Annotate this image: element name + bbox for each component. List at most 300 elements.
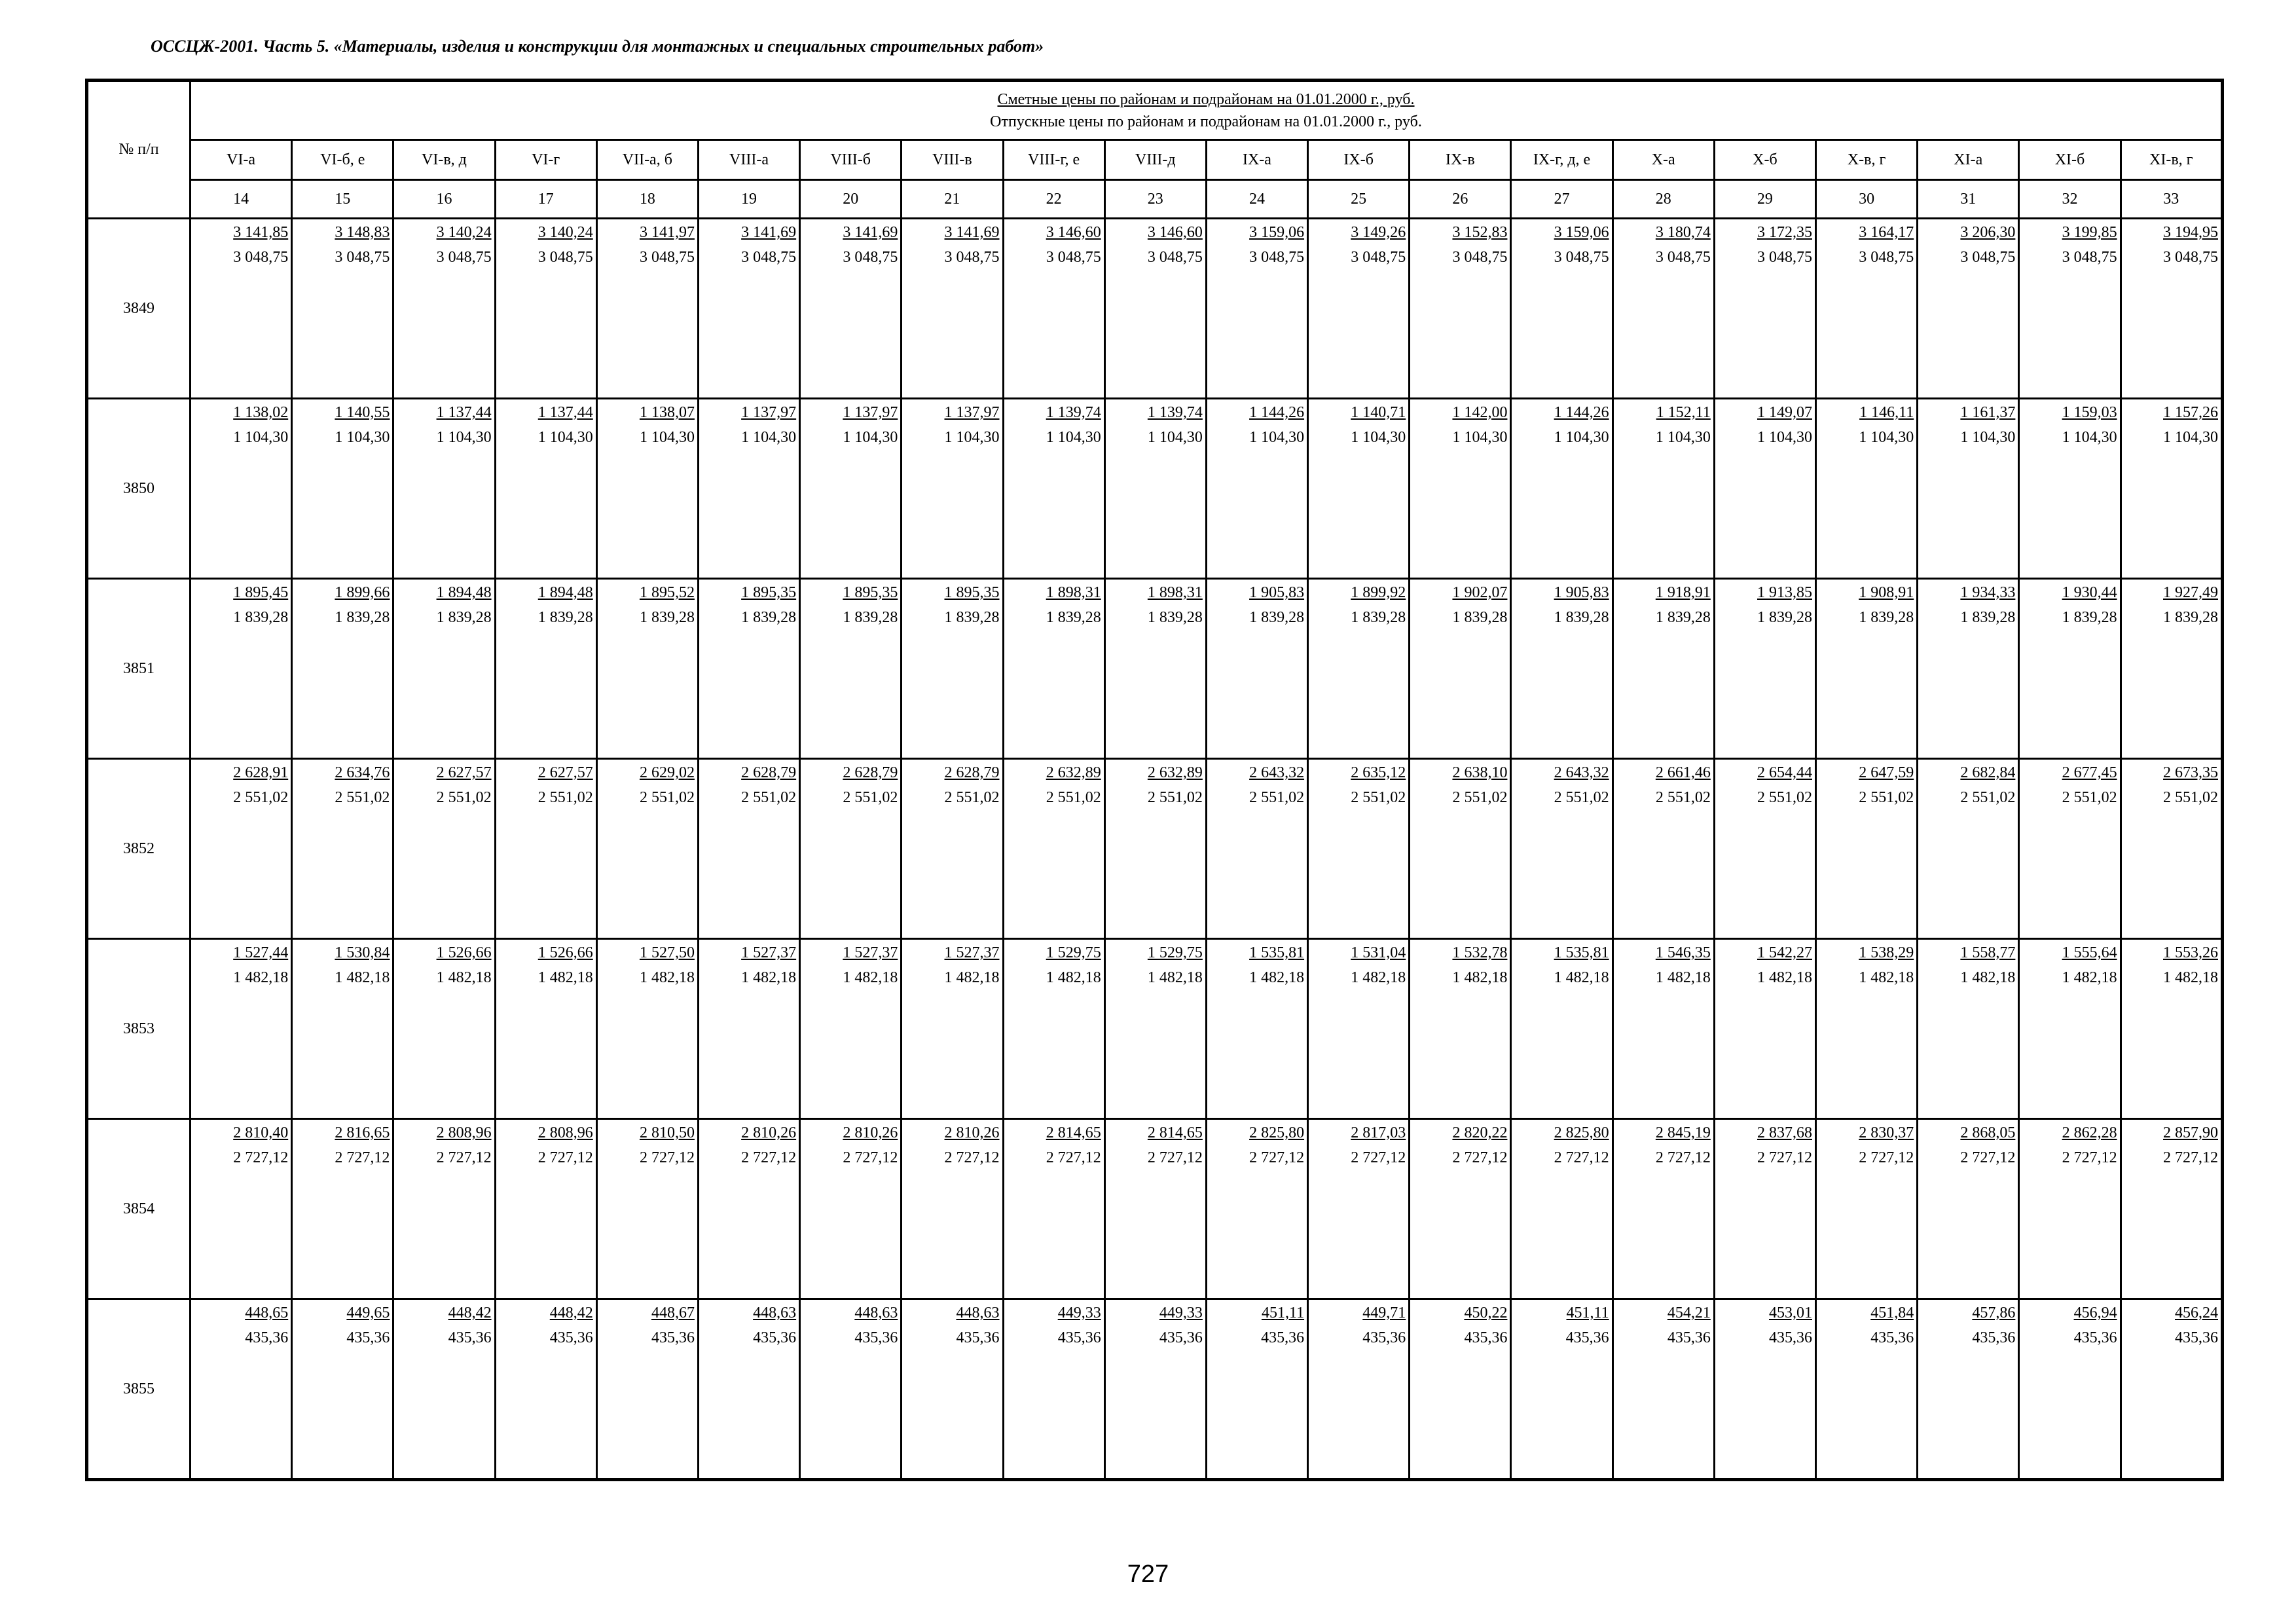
- price-cell: [596, 399, 698, 579]
- estimate-price: 1 159,03: [2062, 404, 2117, 421]
- release-price: 1 104,30: [335, 429, 390, 446]
- column-number: 22: [1003, 180, 1104, 219]
- estimate-price: 451,11: [1261, 1304, 1305, 1321]
- release-price: 1 482,18: [1046, 969, 1101, 986]
- price-cell: [1104, 1119, 1206, 1299]
- column-number: 33: [2121, 180, 2222, 219]
- release-price: 1 482,18: [1655, 969, 1711, 986]
- release-price: 435,36: [1057, 1329, 1101, 1346]
- release-price: 435,36: [245, 1329, 289, 1346]
- estimate-price: 3 141,97: [639, 224, 695, 241]
- price-cell: [596, 579, 698, 759]
- price-cell: [1918, 1119, 2019, 1299]
- price-cell: [1308, 1299, 1410, 1480]
- estimate-price: 457,86: [1972, 1304, 2016, 1321]
- estimate-price: 3 180,74: [1655, 224, 1711, 241]
- price-cell: [1918, 759, 2019, 939]
- price-cell: [2019, 1299, 2121, 1480]
- price-cell: [1410, 1299, 1511, 1480]
- release-price: 1 839,28: [1046, 609, 1101, 626]
- release-price: 435,36: [1667, 1329, 1711, 1346]
- table-row: [87, 939, 2223, 1119]
- row-number: 3853: [87, 939, 191, 1119]
- price-cell: [902, 759, 1003, 939]
- price-cell: [393, 759, 495, 939]
- table-row: [87, 1299, 2223, 1480]
- release-price: 435,36: [1159, 1329, 1203, 1346]
- price-cell: [1308, 1119, 1410, 1299]
- region-header: VIII-д: [1104, 140, 1206, 180]
- release-price: 1 104,30: [944, 429, 1000, 446]
- release-price: 3 048,75: [639, 249, 695, 266]
- table-row: [87, 579, 2223, 759]
- estimate-price: 2 810,26: [944, 1124, 1000, 1141]
- release-price: 2 727,12: [2163, 1149, 2218, 1166]
- estimate-price: 1 546,35: [1655, 944, 1711, 961]
- estimate-price: 2 634,76: [335, 764, 390, 781]
- estimate-price: 2 647,59: [1859, 764, 1914, 781]
- release-price: 3 048,75: [436, 249, 492, 266]
- price-cell: [800, 1299, 902, 1480]
- release-price: 1 839,28: [233, 609, 289, 626]
- estimate-price: 2 810,40: [233, 1124, 289, 1141]
- release-price: 1 104,30: [1960, 429, 2016, 446]
- estimate-price: 1 531,04: [1351, 944, 1406, 961]
- release-price: 3 048,75: [1554, 249, 1609, 266]
- estimate-price: 2 638,10: [1452, 764, 1508, 781]
- column-number: 32: [2019, 180, 2121, 219]
- estimate-price: 1 532,78: [1452, 944, 1508, 961]
- price-cell: [191, 1299, 292, 1480]
- estimate-price: 3 152,83: [1452, 224, 1508, 241]
- price-cell: [1410, 219, 1511, 399]
- price-cell: [2121, 579, 2222, 759]
- release-price: 1 104,30: [741, 429, 797, 446]
- region-header: VII-а, б: [596, 140, 698, 180]
- price-cell: [1511, 1299, 1613, 1480]
- price-cell: [292, 579, 393, 759]
- price-cell: [2019, 219, 2121, 399]
- estimate-price: 1 527,37: [741, 944, 797, 961]
- price-cell: [902, 579, 1003, 759]
- estimate-price: 3 164,17: [1859, 224, 1914, 241]
- release-price: 435,36: [1769, 1329, 1812, 1346]
- release-price: 1 482,18: [233, 969, 289, 986]
- estimate-price: 1 894,48: [538, 584, 593, 601]
- price-cell: [393, 399, 495, 579]
- release-price-caption: Отпускные цены по районам и подрайонам на 01.01.2000 г., руб.: [990, 113, 1422, 130]
- price-cell: [1714, 939, 1815, 1119]
- release-price: 2 727,12: [1655, 1149, 1711, 1166]
- estimate-price: 448,67: [651, 1304, 695, 1321]
- price-cell: [2121, 1119, 2222, 1299]
- release-price: 1 482,18: [538, 969, 593, 986]
- estimate-price: 1 555,64: [2062, 944, 2117, 961]
- price-cell: [1918, 939, 2019, 1119]
- price-cell: [191, 759, 292, 939]
- estimate-price: 2 825,80: [1249, 1124, 1305, 1141]
- estimate-price: 1 930,44: [2062, 584, 2117, 601]
- price-cell: [902, 939, 1003, 1119]
- price-cell: [1918, 219, 2019, 399]
- price-cell: [495, 579, 596, 759]
- estimate-price: 2 830,37: [1859, 1124, 1914, 1141]
- estimate-price: 1 908,91: [1859, 584, 1914, 601]
- price-cell: [191, 1119, 292, 1299]
- price-cell: [2019, 939, 2121, 1119]
- release-price: 2 551,02: [335, 789, 390, 806]
- price-cell: [800, 399, 902, 579]
- estimate-price: 1 535,81: [1554, 944, 1609, 961]
- row-number: 3850: [87, 399, 191, 579]
- estimate-price: 2 837,68: [1757, 1124, 1812, 1141]
- column-number: 31: [1918, 180, 2019, 219]
- estimate-price: 2 627,57: [538, 764, 593, 781]
- release-price: 2 551,02: [1249, 789, 1305, 806]
- price-cell: [2019, 399, 2121, 579]
- estimate-price: 2 628,79: [843, 764, 898, 781]
- column-number: 21: [902, 180, 1003, 219]
- estimate-price: 2 845,19: [1655, 1124, 1711, 1141]
- region-header: IX-б: [1308, 140, 1410, 180]
- price-cell: [1104, 579, 1206, 759]
- estimate-price: 448,42: [448, 1304, 492, 1321]
- estimate-price: 2 810,26: [741, 1124, 797, 1141]
- estimate-price: 1 138,02: [233, 404, 289, 421]
- release-price: 1 104,30: [1452, 429, 1508, 446]
- price-cell: [292, 939, 393, 1119]
- release-price: 1 482,18: [1960, 969, 2016, 986]
- price-cell: [902, 1299, 1003, 1480]
- estimate-price: 2 808,96: [538, 1124, 593, 1141]
- price-cell: [1918, 399, 2019, 579]
- release-price: 2 727,12: [843, 1149, 898, 1166]
- estimate-price: 450,22: [1464, 1304, 1508, 1321]
- release-price: 1 482,18: [2163, 969, 2218, 986]
- table-caption: [191, 81, 2223, 140]
- region-header: VIII-г, е: [1003, 140, 1104, 180]
- estimate-price: 1 529,75: [1147, 944, 1203, 961]
- region-header: XI-в, г: [2121, 140, 2222, 180]
- estimate-price: 1 902,07: [1452, 584, 1508, 601]
- price-cell: [1511, 579, 1613, 759]
- release-price: 2 727,12: [1351, 1149, 1406, 1166]
- region-header: IX-в: [1410, 140, 1511, 180]
- table-row: [87, 1119, 2223, 1299]
- release-price: 1 482,18: [335, 969, 390, 986]
- region-header: VI-в, д: [393, 140, 495, 180]
- release-price: 1 104,30: [1249, 429, 1305, 446]
- release-price: 1 482,18: [1859, 969, 1914, 986]
- release-price: 2 551,02: [1046, 789, 1101, 806]
- estimate-price: 1 139,74: [1046, 404, 1101, 421]
- price-cell: [1613, 399, 1714, 579]
- price-cell: [2121, 939, 2222, 1119]
- release-price: 2 727,12: [1249, 1149, 1305, 1166]
- price-cell: [1206, 579, 1307, 759]
- price-cell: [1410, 759, 1511, 939]
- estimate-price: 1 138,07: [639, 404, 695, 421]
- release-price: 435,36: [1362, 1329, 1406, 1346]
- price-cell: [1003, 219, 1104, 399]
- row-number: 3851: [87, 579, 191, 759]
- estimate-price: 1 142,00: [1452, 404, 1508, 421]
- release-price: 435,36: [956, 1329, 1000, 1346]
- estimate-price: 1 898,31: [1046, 584, 1101, 601]
- estimate-price: 449,71: [1362, 1304, 1406, 1321]
- price-cell: [1308, 579, 1410, 759]
- price-cell: [495, 219, 596, 399]
- release-price: 1 839,28: [1147, 609, 1203, 626]
- price-cell: [596, 759, 698, 939]
- column-number: 26: [1410, 180, 1511, 219]
- release-price: 2 551,02: [1859, 789, 1914, 806]
- column-number: 25: [1308, 180, 1410, 219]
- region-header: IX-а: [1206, 140, 1307, 180]
- price-cell: [292, 219, 393, 399]
- release-price: 2 727,12: [2062, 1149, 2117, 1166]
- price-cell: [1511, 939, 1613, 1119]
- release-price: 2 727,12: [1859, 1149, 1914, 1166]
- release-price: 435,36: [2073, 1329, 2117, 1346]
- release-price: 3 048,75: [843, 249, 898, 266]
- estimate-price: 456,94: [2073, 1304, 2117, 1321]
- price-cell: [1511, 219, 1613, 399]
- estimate-price: 1 144,26: [1249, 404, 1305, 421]
- price-cell: [1410, 1119, 1511, 1299]
- price-cell: [1206, 759, 1307, 939]
- estimate-price: 449,33: [1159, 1304, 1203, 1321]
- price-cell: [1308, 399, 1410, 579]
- release-price: 1 839,28: [335, 609, 390, 626]
- price-cell: [191, 939, 292, 1119]
- release-price: 1 839,28: [538, 609, 593, 626]
- table-row: [87, 219, 2223, 399]
- estimate-price-caption: Сметные цены по районам и подрайонам на 01.01.2000 г., руб.: [997, 90, 1415, 108]
- release-price: 2 551,02: [1452, 789, 1508, 806]
- estimate-price: 1 918,91: [1655, 584, 1711, 601]
- estimate-price: 1 913,85: [1757, 584, 1812, 601]
- release-price: 3 048,75: [538, 249, 593, 266]
- estimate-price: 448,63: [956, 1304, 1000, 1321]
- release-price: 435,36: [1972, 1329, 2016, 1346]
- release-price: 1 482,18: [1147, 969, 1203, 986]
- estimate-price: 1 137,97: [843, 404, 898, 421]
- release-price: 1 839,28: [944, 609, 1000, 626]
- estimate-price: 2 810,50: [639, 1124, 695, 1141]
- estimate-price: 3 146,60: [1046, 224, 1101, 241]
- estimate-price: 1 927,49: [2163, 584, 2218, 601]
- column-number: 24: [1206, 180, 1307, 219]
- release-price: 3 048,75: [233, 249, 289, 266]
- release-price: 2 727,12: [1452, 1149, 1508, 1166]
- release-price: 3 048,75: [1351, 249, 1406, 266]
- estimate-price: 1 535,81: [1249, 944, 1305, 961]
- release-price: 2 551,02: [538, 789, 593, 806]
- column-number: 19: [698, 180, 799, 219]
- release-price: 435,36: [1261, 1329, 1305, 1346]
- estimate-price: 1 895,35: [944, 584, 1000, 601]
- release-price: 2 727,12: [1046, 1149, 1101, 1166]
- estimate-price: 3 194,95: [2163, 224, 2218, 241]
- release-price: 3 048,75: [1655, 249, 1711, 266]
- estimate-price: 3 148,83: [335, 224, 390, 241]
- price-cell: [1104, 1299, 1206, 1480]
- estimate-price: 1 530,84: [335, 944, 390, 961]
- release-price: 1 482,18: [843, 969, 898, 986]
- estimate-price: 1 137,97: [944, 404, 1000, 421]
- price-cell: [1816, 219, 1918, 399]
- release-price: 1 839,28: [2062, 609, 2117, 626]
- release-price: 435,36: [1870, 1329, 1914, 1346]
- release-price: 1 482,18: [1249, 969, 1305, 986]
- price-cell: [1714, 1119, 1815, 1299]
- price-cell: [1816, 399, 1918, 579]
- price-cell: [1714, 759, 1815, 939]
- estimate-price: 2 677,45: [2062, 764, 2117, 781]
- release-price: 1 104,30: [1655, 429, 1711, 446]
- estimate-price: 2 814,65: [1046, 1124, 1101, 1141]
- caption-row: [87, 81, 2223, 140]
- estimate-price: 3 140,24: [538, 224, 593, 241]
- column-number: 17: [495, 180, 596, 219]
- price-cell: [1206, 399, 1307, 579]
- release-price: 1 482,18: [944, 969, 1000, 986]
- release-price: 2 727,12: [1147, 1149, 1203, 1166]
- release-price: 2 727,12: [1960, 1149, 2016, 1166]
- release-price: 1 839,28: [1655, 609, 1711, 626]
- estimate-price: 1 161,37: [1960, 404, 2016, 421]
- release-price: 1 839,28: [1960, 609, 2016, 626]
- release-price: 2 727,12: [436, 1149, 492, 1166]
- release-price: 2 551,02: [1655, 789, 1711, 806]
- price-cell: [596, 1299, 698, 1480]
- price-cell: [902, 399, 1003, 579]
- release-price: 1 482,18: [1452, 969, 1508, 986]
- estimate-price: 1 152,11: [1656, 404, 1711, 421]
- release-price: 1 104,30: [1351, 429, 1406, 446]
- price-cell: [1104, 399, 1206, 579]
- estimate-price: 2 814,65: [1147, 1124, 1203, 1141]
- estimate-price: 1 526,66: [436, 944, 492, 961]
- price-cell: [2121, 399, 2222, 579]
- estimate-price: 456,24: [2175, 1304, 2218, 1321]
- region-header: VIII-б: [800, 140, 902, 180]
- release-price: 1 839,28: [843, 609, 898, 626]
- release-price: 435,36: [1565, 1329, 1609, 1346]
- estimate-price: 449,33: [1057, 1304, 1101, 1321]
- release-price: 1 839,28: [741, 609, 797, 626]
- release-price: 435,36: [346, 1329, 390, 1346]
- release-price: 435,36: [549, 1329, 593, 1346]
- release-price: 435,36: [651, 1329, 695, 1346]
- estimate-price: 1 137,97: [741, 404, 797, 421]
- price-cell: [393, 1299, 495, 1480]
- release-price: 3 048,75: [1046, 249, 1101, 266]
- estimate-price: 1 542,27: [1757, 944, 1812, 961]
- estimate-price: 2 632,89: [1147, 764, 1203, 781]
- estimate-price: 2 629,02: [639, 764, 695, 781]
- price-cell: [1816, 759, 1918, 939]
- price-cell: [596, 939, 698, 1119]
- price-cell: [1308, 219, 1410, 399]
- release-price: 1 104,30: [1046, 429, 1101, 446]
- release-price: 435,36: [2175, 1329, 2218, 1346]
- release-price: 1 104,30: [436, 429, 492, 446]
- release-price: 1 839,28: [1859, 609, 1914, 626]
- release-price: 1 839,28: [436, 609, 492, 626]
- region-header: XI-а: [1918, 140, 2019, 180]
- price-cell: [698, 219, 799, 399]
- price-cell: [800, 219, 902, 399]
- release-price: 1 839,28: [1757, 609, 1812, 626]
- price-cell: [292, 399, 393, 579]
- estimate-price: 1 527,50: [639, 944, 695, 961]
- estimate-price: 448,65: [245, 1304, 289, 1321]
- estimate-price: 449,65: [346, 1304, 390, 1321]
- release-price: 1 839,28: [1452, 609, 1508, 626]
- release-price: 2 551,02: [436, 789, 492, 806]
- price-cell: [1003, 759, 1104, 939]
- estimate-price: 3 141,69: [944, 224, 1000, 241]
- release-price: 435,36: [448, 1329, 492, 1346]
- column-number: 16: [393, 180, 495, 219]
- release-price: 1 482,18: [2062, 969, 2117, 986]
- estimate-price: 1 137,44: [538, 404, 593, 421]
- price-cell: [191, 579, 292, 759]
- row-number: 3852: [87, 759, 191, 939]
- price-cell: [1206, 1299, 1307, 1480]
- price-cell: [1816, 939, 1918, 1119]
- estimate-price: 3 141,69: [843, 224, 898, 241]
- price-cell: [1003, 1299, 1104, 1480]
- price-cell: [1206, 219, 1307, 399]
- column-number-row: [87, 180, 2223, 219]
- price-cell: [393, 219, 495, 399]
- estimate-price: 2 654,44: [1757, 764, 1812, 781]
- region-header: VI-г: [495, 140, 596, 180]
- price-cell: [800, 1119, 902, 1299]
- price-cell: [1613, 219, 1714, 399]
- price-cell: [191, 399, 292, 579]
- price-cell: [902, 1119, 1003, 1299]
- price-cell: [1410, 399, 1511, 579]
- price-cell: [1003, 1119, 1104, 1299]
- price-cell: [698, 579, 799, 759]
- region-header: X-а: [1613, 140, 1714, 180]
- release-price: 3 048,75: [1859, 249, 1914, 266]
- release-price: 1 482,18: [1757, 969, 1812, 986]
- column-number: 15: [292, 180, 393, 219]
- release-price: 3 048,75: [2062, 249, 2117, 266]
- price-cell: [1104, 219, 1206, 399]
- release-price: 2 551,02: [741, 789, 797, 806]
- price-cell: [292, 759, 393, 939]
- estimate-price: 1 558,77: [1960, 944, 2016, 961]
- price-cell: [800, 579, 902, 759]
- estimate-price: 2 635,12: [1351, 764, 1406, 781]
- estimate-price: 2 682,84: [1960, 764, 2016, 781]
- price-cell: [1714, 399, 1815, 579]
- row-number-header: № п/п: [87, 81, 191, 219]
- estimate-price: 3 146,60: [1147, 224, 1203, 241]
- column-number: 30: [1816, 180, 1918, 219]
- price-cell: [495, 939, 596, 1119]
- release-price: 2 727,12: [233, 1149, 289, 1166]
- price-cell: [698, 1119, 799, 1299]
- estimate-price: 2 808,96: [436, 1124, 492, 1141]
- estimate-price: 1 144,26: [1554, 404, 1609, 421]
